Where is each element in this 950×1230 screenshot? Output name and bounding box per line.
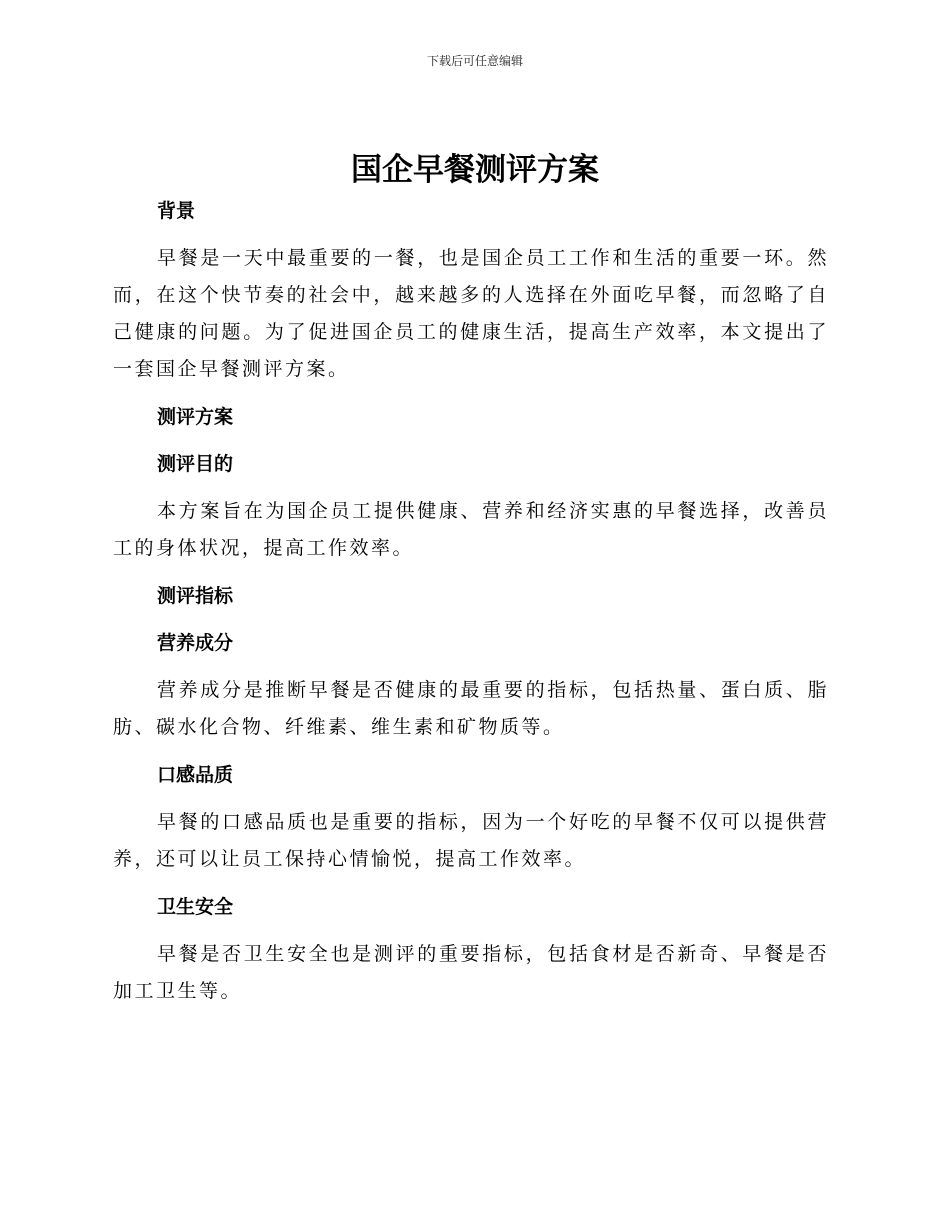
section-heading-hygiene: 卫生安全	[157, 896, 234, 918]
section-heading-background: 背景	[157, 200, 196, 222]
paragraph-purpose: 本方案旨在为国企员工提供健康、营养和经济实惠的早餐选择，改善员工的身体状况，提高工作效率。	[113, 500, 829, 559]
section-heading-nutrition: 营养成分	[157, 632, 234, 654]
paragraph-nutrition: 营养成分是推断早餐是否健康的最重要的指标，包括热量、蛋白质、脂肪、碳水化合物、纤维素、维生素和矿物质等。	[113, 679, 829, 738]
paragraph-taste: 早餐的口感品质也是重要的指标，因为一个好吃的早餐不仅可以提供营养，还可以让员工保持心情愉悦，提高工作效率。	[113, 811, 829, 870]
paragraph-hygiene: 早餐是否卫生安全也是测评的重要指标，包括食材是否新奇、早餐是否加工卫生等。	[113, 943, 829, 1002]
section-heading-plan: 测评方案	[157, 406, 234, 428]
document-body	[113, 193, 829, 1010]
document-title: 国企早餐测评方案	[351, 152, 599, 188]
section-heading-taste: 口感品质	[157, 764, 234, 786]
page-header-note: 下载后可任意编辑	[426, 54, 523, 68]
paragraph-background: 早餐是一天中最重要的一餐，也是国企员工工作和生活的重要一环。然而，在这个快节奏的社会中，越来越多的人选择在外面吃早餐，而忽略了自己健康的问题。为了促进国企员工的健康生活，提高生产效率，本文提出了一套国企早餐测评方案。	[113, 247, 829, 380]
section-heading-purpose: 测评目的	[157, 453, 234, 475]
section-heading-indicators: 测评指标	[157, 585, 234, 607]
